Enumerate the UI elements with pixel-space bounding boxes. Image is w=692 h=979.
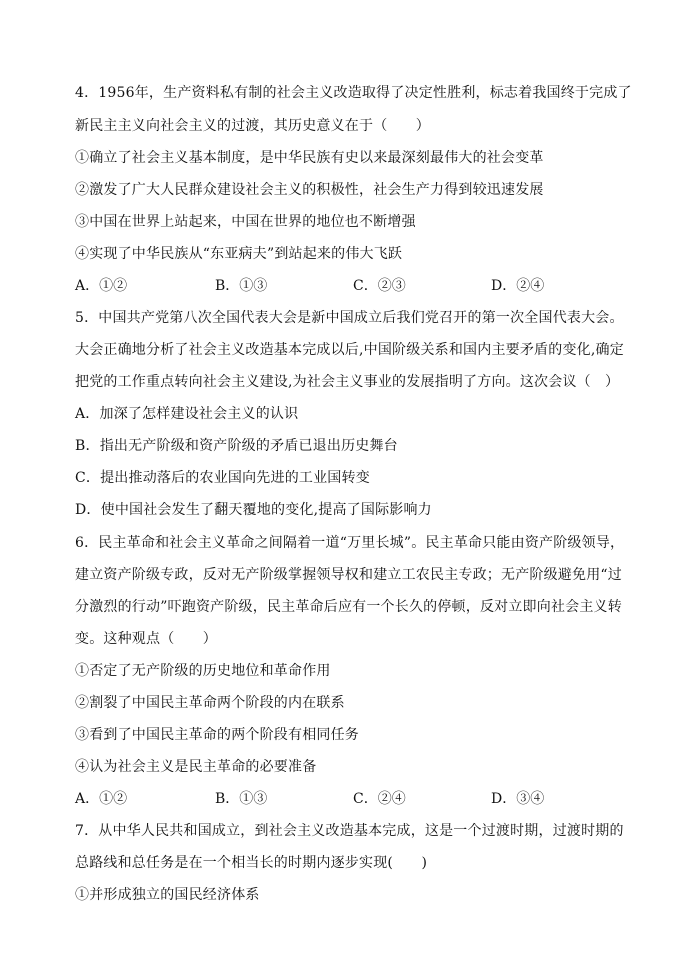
q6-option-c: C．②④ (353, 791, 406, 807)
q5-option-c: C．提出推动落后的农业国向先进的工业国转变 (75, 470, 370, 486)
q7-stem-line-2: 总路线和总任务是在一个相当长的时期内逐步实现( ) (75, 855, 428, 871)
q4-stem-line-2: 新民主主义向社会主义的过渡，其历史意义在于（ ） (75, 118, 430, 134)
q4-option-a: A．①② (75, 278, 128, 294)
q5-stem-line-1: 5．中国共产党第八次全国代表大会是新中国成立后我们党召开的第一次全国代表大会。 (75, 310, 624, 326)
q5-stem-line-2: 大会正确地分析了社会主义改造基本完成以后,中国阶级关系和国内主要矛盾的变化,确定 (75, 342, 624, 358)
q4-item-2: ②激发了广大人民群众建设社会主义的积极性，社会生产力得到较迅速发展 (75, 182, 544, 198)
q5-stem-line-3: 把党的工作重点转向社会主义建设,为社会主义事业的发展指明了方向。这次会议（ ） (75, 374, 620, 390)
q7-stem-line-1: 7．从中华人民共和国成立，到社会主义改造基本完成，这是一个过渡时期，过渡时期的 (75, 823, 624, 839)
q6-stem-line-2: 建立资产阶级专政，反对无产阶级掌握领导权和建立工农民主专政；无产阶级避免用“过 (75, 567, 622, 583)
q6-stem-line-1: 6．民主革命和社会主义革命之间隔着一道“万里长城”。民主革命只能由资产阶级领导， (75, 535, 625, 551)
q5-option-b: B．指出无产阶级和资产阶级的矛盾已退出历史舞台 (75, 438, 398, 454)
q6-stem-line-4: 变。这种观点（ ） (75, 631, 217, 647)
q6-option-b: B．①③ (215, 791, 268, 807)
q5-option-a: A．加深了怎样建设社会主义的认识 (75, 406, 299, 422)
q4-item-4: ④实现了中华民族从“东亚病夫”到站起来的伟大飞跃 (75, 246, 403, 262)
q4-option-d: D．②④ (491, 278, 545, 294)
q4-item-1: ①确立了社会主义基本制度，是中华民族有史以来最深刻最伟大的社会变革 (75, 150, 544, 166)
q5-option-d: D．使中国社会发生了翻天覆地的变化,提高了国际影响力 (75, 502, 432, 518)
q6-item-3: ③看到了中国民主革命的两个阶段有相同任务 (75, 727, 359, 743)
q6-item-4: ④认为社会主义是民主革命的必要准备 (75, 759, 317, 775)
q4-item-3: ③中国在世界上站起来，中国在世界的地位也不断增强 (75, 214, 416, 230)
q4-option-b: B．①③ (215, 278, 268, 294)
q6-option-d: D．③④ (491, 791, 545, 807)
q6-item-2: ②割裂了中国民主革命两个阶段的内在联系 (75, 695, 345, 711)
q4-option-c: C．②③ (353, 278, 406, 294)
q4-stem-line-1: 4．1956年，生产资料私有制的社会主义改造取得了决定性胜利，标志着我国终于完成了 (75, 85, 632, 101)
q6-option-a: A．①② (75, 791, 128, 807)
q7-item-1: ①并形成独立的国民经济体系 (75, 887, 260, 903)
q6-item-1: ①否定了无产阶级的历史地位和革命作用 (75, 663, 331, 679)
q6-stem-line-3: 分激烈的行动”吓跑资产阶级，民主革命后应有一个长久的停顿，反对立即向社会主义转 (75, 599, 622, 615)
